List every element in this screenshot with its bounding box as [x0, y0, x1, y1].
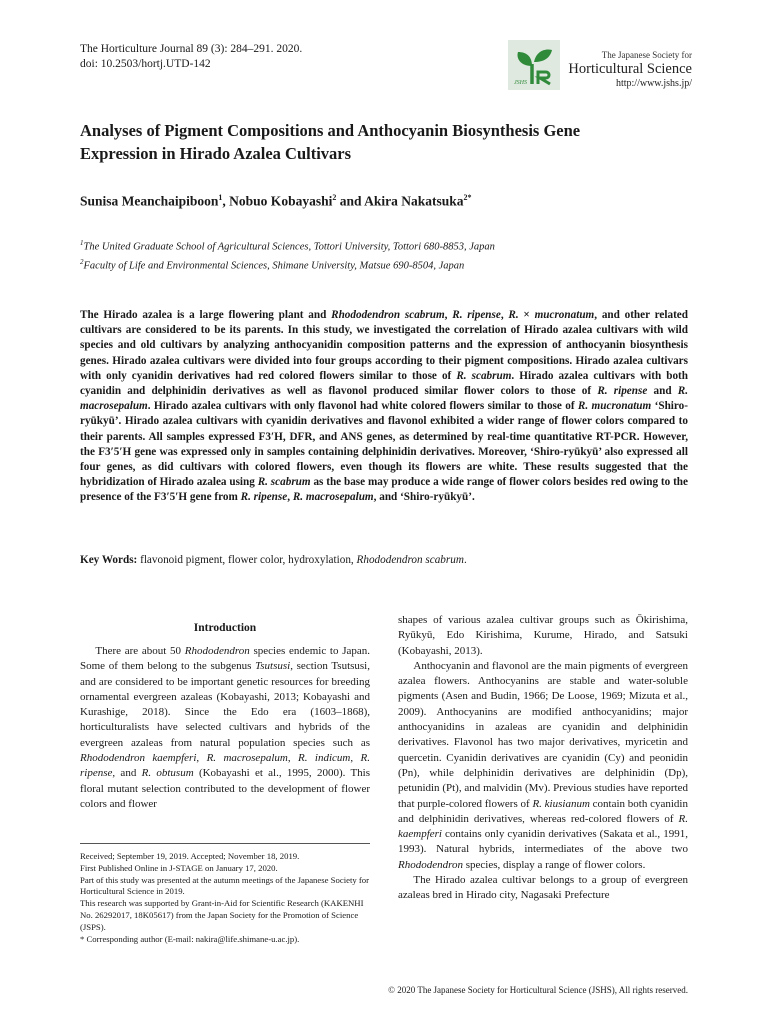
text-run: , [350, 752, 361, 765]
author-name: Sunisa Meanchaipiboon [80, 193, 219, 209]
key-words-label: Key Words: [80, 554, 138, 566]
logo-text: JSHS [514, 80, 527, 86]
body-paragraph [398, 659, 688, 873]
footnote: First Published Online in J-STAGE on January 17, 2020. [80, 862, 278, 873]
title-line-1: Analyses of Pigment Compositions and Anthocyanin Biosynthesis Gene [80, 121, 581, 140]
italic-text: R. ripense [80, 752, 370, 780]
text-run: , [500, 309, 509, 321]
text-run: species, display a range of flower colors. [462, 858, 646, 871]
author-list [80, 193, 472, 210]
society-name-large: Horticultural Science [568, 61, 692, 77]
article-title [80, 119, 680, 165]
affiliation-mark: 1 [80, 239, 84, 247]
text-run: flavonoid pigment, flower color, hydroxylation, [137, 554, 357, 566]
affiliation-list [80, 236, 495, 273]
italic-text: R. kaempferi [398, 812, 688, 841]
text-run: contain both cyanidin and delphinidin derivatives, whereas red-colored flowers of [398, 797, 688, 825]
affiliation [80, 255, 495, 274]
author-affiliation-mark: 2* [463, 193, 472, 202]
text-run: × [518, 309, 535, 321]
italic-text: R. scabrum [257, 476, 311, 489]
italic-text: R. scabrum [456, 369, 512, 382]
italic-text: R. obtusum [141, 767, 194, 780]
italic-text: R. mucronatum [577, 400, 652, 413]
italic-text: R. kiusianum [532, 797, 590, 810]
italic-text: Rhododendron [184, 645, 250, 657]
title-line-2: Expression in Hirado Azalea Cultivars [80, 144, 352, 163]
affiliation-text: Faculty of Life and Environmental Sciences, Shimane University, Matsue 690-8504, Japan [83, 260, 465, 271]
italic-text: R. [508, 309, 519, 321]
body-paragraph [398, 873, 688, 904]
italic-text: R. macrosepalum [206, 752, 288, 765]
italic-text: Rhododendron [398, 858, 463, 871]
italic-text: Rhododendron scabrum [356, 554, 464, 566]
text-run: . Hirado azalea cultivars with both cyanidin and delphinidin derivatives as well as flavonol produced similar flower colors to those of [80, 369, 689, 398]
text-run: , and [112, 767, 142, 780]
italic-text: R. macrosepalum [80, 385, 688, 413]
key-words-items [137, 554, 466, 566]
journal-line: The Horticulture Journal 89 (3): 284–291. 2020. [80, 43, 303, 55]
text-run: contains only cyanidin derivatives (Sakata et al., 1991, 1993). Natural hybrids, intermediates of the above two [398, 828, 688, 856]
footnote: Received; September 19, 2019. Accepted; November 18, 2019. [80, 851, 300, 861]
footnote: Part of this study was presented at the autumn meetings of the Japanese Society for Horticultural Science in 2019. [80, 874, 370, 897]
text-run: , section Tsutsusi, and are considered to be important genetic resources for breeding ornamental evergreen azaleas (Kobayashi, 2013; Kobayashi and Kurashige, 2018). Since the Edo era (1603–1868), horticulturalists have selected cultivars and hybrids of the evergreen azaleas from natural population species such as [80, 660, 370, 749]
italic-text: Rhododendron kaempferi [80, 752, 197, 765]
society-url-link[interactable]: http://www.jshs.jp/ [615, 78, 692, 89]
author-affiliation-mark: 1 [218, 193, 223, 202]
society-text [568, 50, 692, 90]
italic-text: Rhododendron scabrum [331, 309, 445, 321]
jshs-logo [508, 40, 560, 90]
body-column-right [398, 613, 688, 904]
author-separator: and [336, 193, 365, 209]
italic-text: mucronatum [534, 309, 595, 321]
italic-text: R. ripense [597, 385, 648, 398]
footnote: This research was supported by Grant-in-Aid for Scientific Research (KAKENHI No. 26292017, 18K05617) from the Japan Society for the Promotion of Science (JSPS). [80, 898, 364, 932]
text-run: , and other related cultivars are considered to be its parents. In this study, we investigated the correlation of Hirado azalea cultivars with wild species and old cultivars by analyzing anthocyanidin composition patterns and the expression of anthocyanin biosynthesis genes. Hirado azalea cultivars were divided into four groups according to their pigment compositions. Hirado azalea cultivars with only cyanidin derivatives had red colored flowers similar to those of [80, 309, 688, 382]
text-run: , [287, 491, 293, 504]
text-run: The Hirado azalea is a large flowering plant and [80, 309, 332, 321]
text-run: . [463, 554, 467, 566]
body-paragraph [80, 644, 370, 812]
text-run: ‘Shiro-ryūkyū’. Hirado azalea cultivars with cyanidin derivatives and flavonol exhibited a wider range of flower colors compared to their parents. All samples expressed F3′H, DFR, and ANS genes, as determined by real-time quantitative RT-PCR. However, the F3′5′H gene was expressed only in samples containing delphinidin derivatives. Moreover, ‘Shiro-ryūkyū’ also expressed all four genes, as did cultivars with colored flowers, even though its flowers are white. These results suggested that the hybridization of Hirado azalea using [80, 400, 688, 489]
journal-citation [80, 42, 302, 72]
text-run: shapes of various azalea cultivar groups such as Ōkirishima, Ryūkyū, Edo Kirishima, Kurume, Hirado, and Satsuki (Kobayashi, 2013). [398, 614, 688, 657]
body-column-left [80, 644, 370, 812]
text-run: . Hirado azalea cultivars with only flavonol had white colored flowers similar to those of [147, 400, 578, 413]
doi-line: doi: 10.2503/hortj.UTD-142 [80, 58, 211, 70]
footnotes [80, 851, 372, 945]
text-run: , [444, 309, 453, 321]
italic-text: R. indicum [298, 752, 351, 765]
society-name-small: The Japanese Society for [601, 50, 692, 60]
section-heading-introduction: Introduction [193, 622, 257, 634]
affiliation-mark: 2 [80, 257, 84, 266]
italic-text: Tsutsusi [255, 660, 291, 673]
author-affiliation-mark: 2 [332, 193, 337, 202]
italic-text: R. macrosepalum [292, 491, 374, 504]
affiliation-text: The United Graduate School of Agricultural Sciences, Tottori University, Tottori 680-8853, Japan [83, 241, 495, 253]
text-run: , [287, 752, 298, 765]
abstract [80, 308, 688, 506]
sprout-icon [512, 44, 556, 86]
text-run: species endemic to Japan. Some of them belong to the subgenus [80, 645, 370, 673]
text-run: There are about 50 [95, 645, 185, 657]
text-run: , [196, 752, 207, 765]
text-run: , and ‘Shiro-ryūkyū’. [373, 491, 475, 504]
author-name: Nobuo Kobayashi [229, 193, 333, 209]
author-separator: , [222, 193, 230, 209]
body-paragraph [398, 613, 688, 659]
text-run: (Kobayashi et al., 1995, 2000). This floral mutant selection contributed to the development of flower colors and flower [80, 767, 371, 810]
text-run: Anthocyanin and flavonol are the main pigments of evergreen azalea flowers. Anthocyanins are stable and water-soluble pigments (Asen and Budin, 1966; De Loose, 1969; Mizuta et al., 2009). Anthocyanins are modified anthocyanidins; major anthocyanidins in azaleas are cyanidin and delphinidin derivatives. Flavonol has two major derivatives, myricetin and quercetin. Cyanidin derivatives are cyanidin (Cy) and peonidin (Pn), while delphinidin derivatives are delphinidin (Dp), petunidin (Pt), and malvidin (Mv). Previous studies have reported that purple-colored flowers of [398, 659, 688, 810]
footnote-divider [80, 843, 370, 844]
text-run: as the base may produce a wide range of flower colors besides red owing to the presence of the F3′5′H gene from [80, 476, 688, 504]
text-run: The Hirado azalea cultivar belongs to a group of evergreen azaleas bred in Hirado city, Nagasaki Prefecture [398, 874, 688, 902]
footnote: * Corresponding author (E-mail: nakira@life.shimane-u.ac.jp). [80, 933, 300, 944]
text-run: and [647, 385, 678, 398]
key-words [80, 554, 467, 566]
society-logo-block[interactable] [508, 40, 692, 92]
italic-text: R. ripense [452, 309, 501, 321]
author-name: Akira Nakatsuka [364, 193, 464, 209]
copyright-notice: © 2020 The Japanese Society for Horticultural Science (JSHS), All rights reserved. [388, 985, 688, 995]
affiliation [80, 236, 495, 255]
italic-text: R. ripense [240, 491, 288, 504]
